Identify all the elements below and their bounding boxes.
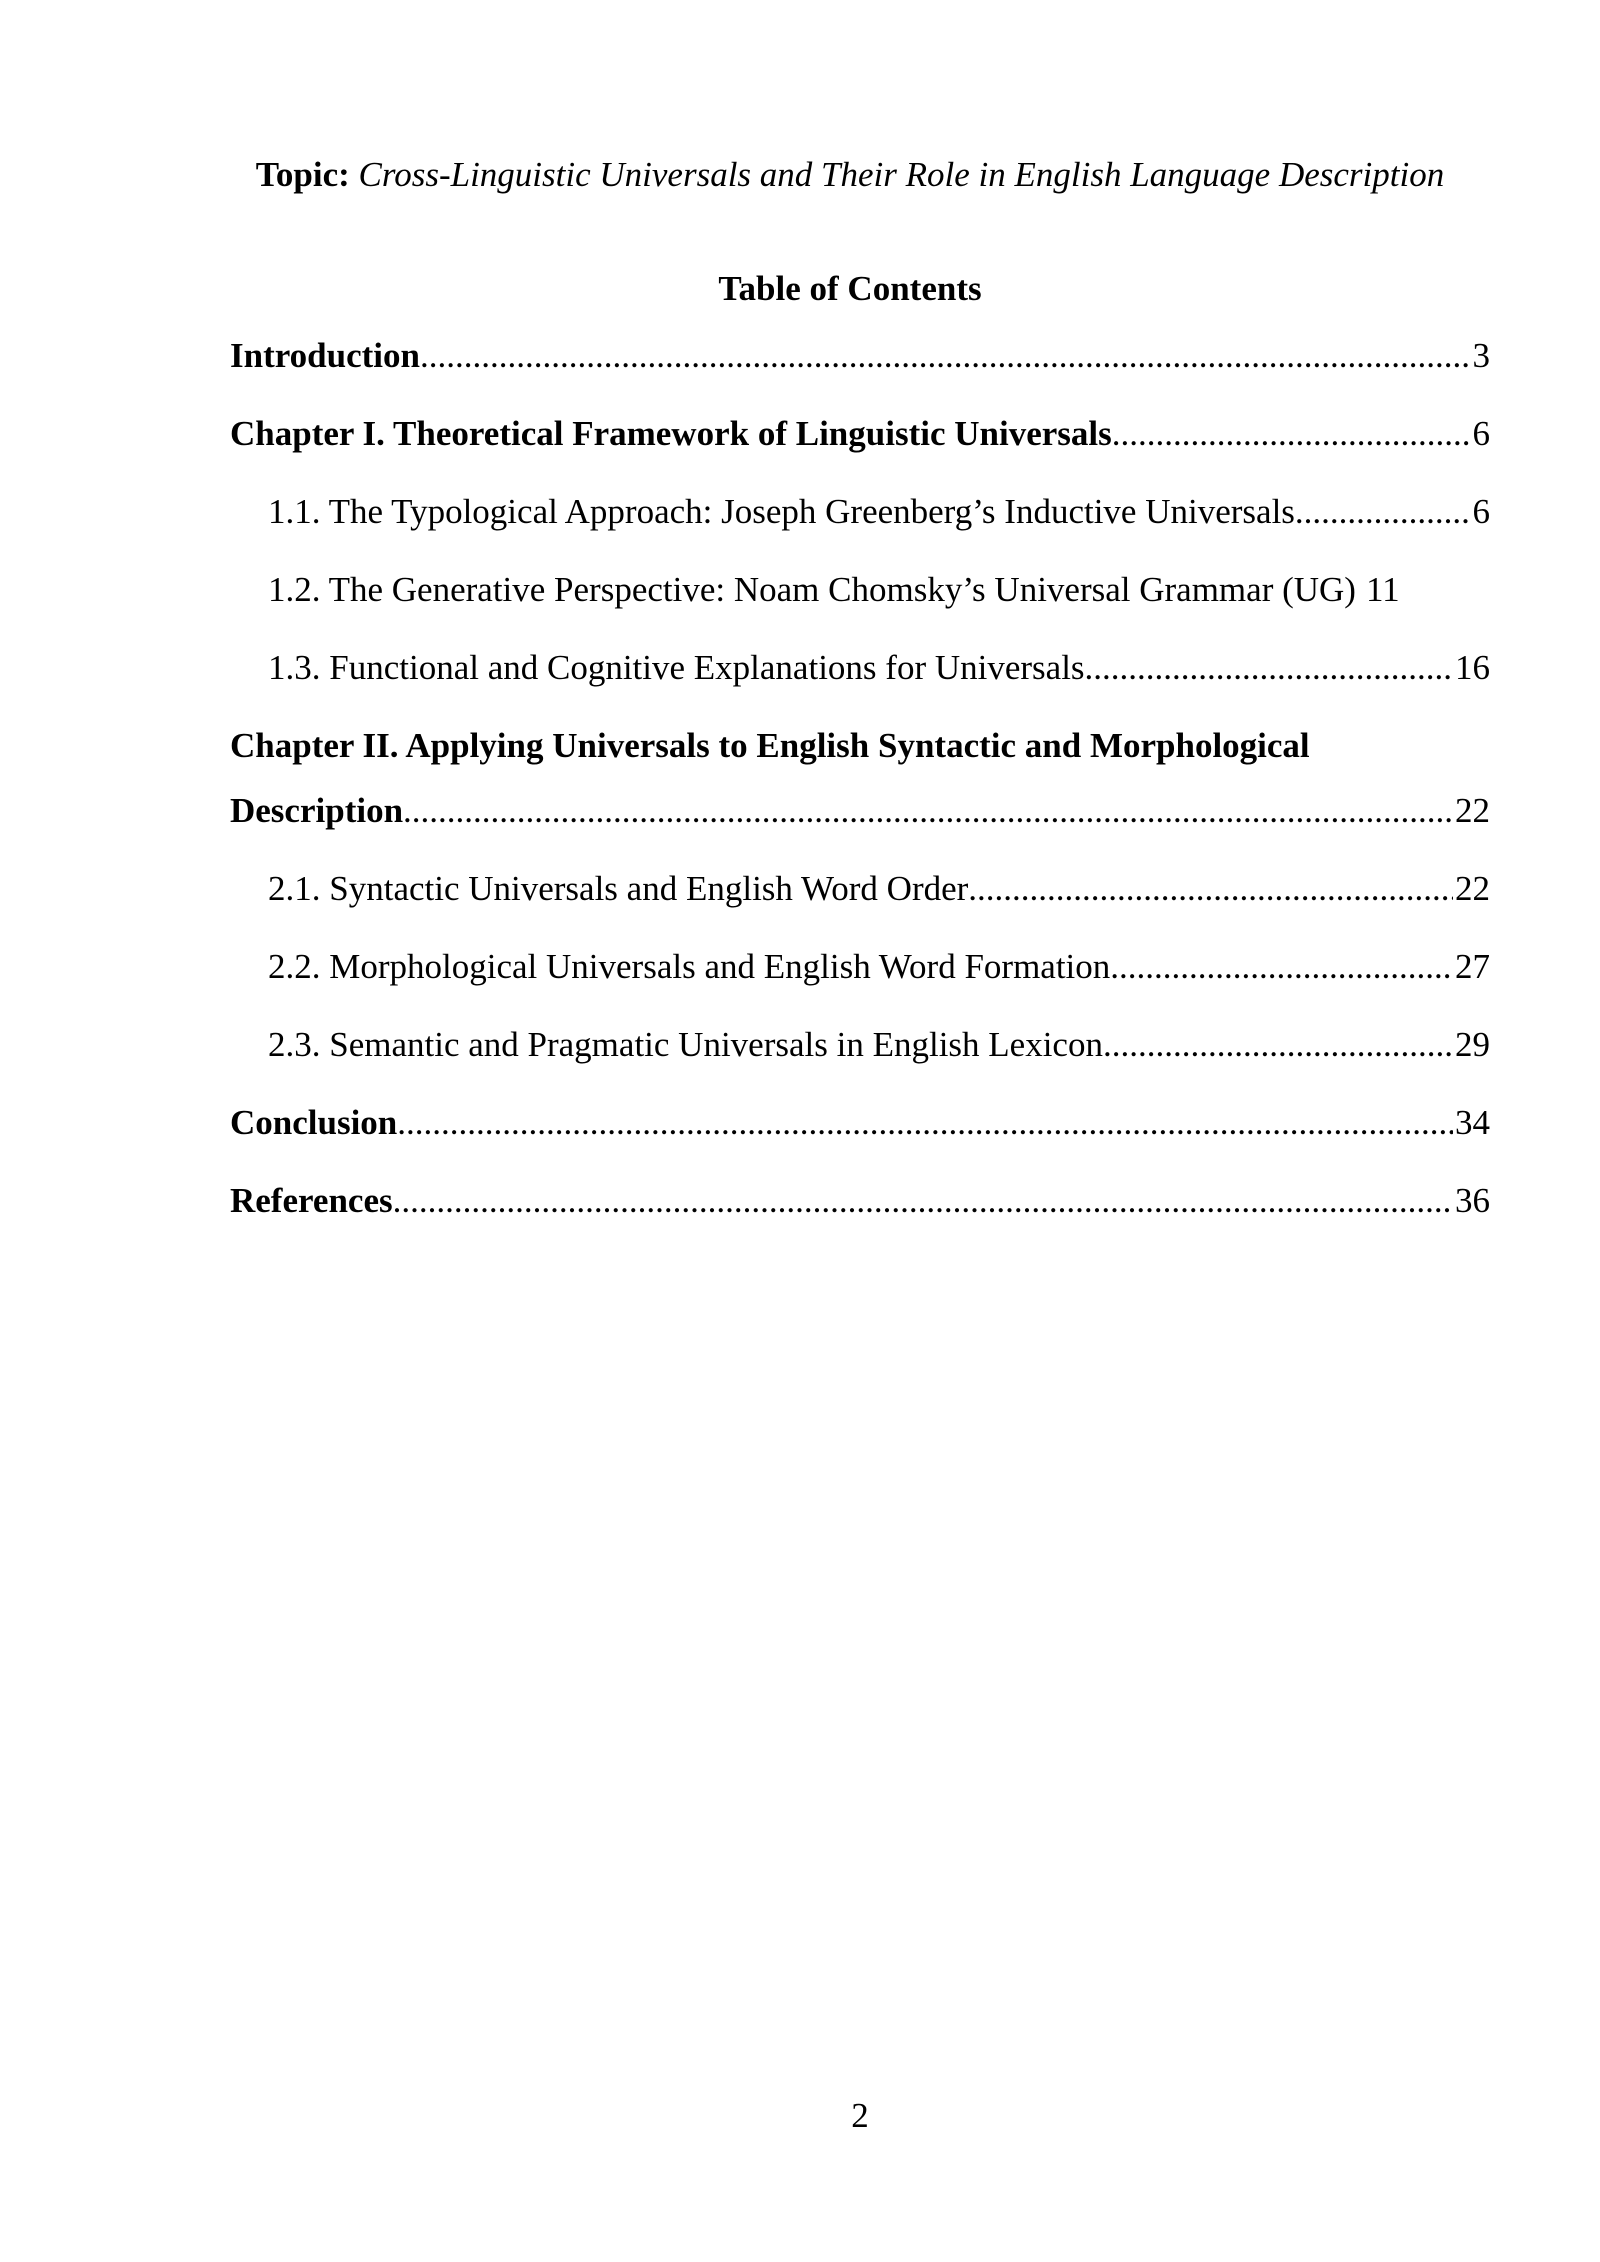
toc-entry-text: References <box>230 1181 393 1220</box>
topic-label: Topic: <box>255 155 350 194</box>
toc-entry-conclusion[interactable] <box>230 1100 1490 1146</box>
toc-entry-page: 27 <box>1455 947 1490 986</box>
toc-entry-chapter-2[interactable] <box>230 788 1490 834</box>
toc-entry-section-2-3[interactable] <box>268 1022 1490 1068</box>
topic-text: Cross-Linguistic Universals and Their Role in English Language Description <box>358 155 1445 194</box>
toc-entry-page: 11 <box>1365 570 1400 609</box>
toc-entry-chapter-1[interactable] <box>230 411 1490 457</box>
toc-entry-text: 1.3. Functional and Cognitive Explanations for Universals <box>268 648 1085 687</box>
toc-entry-text: Chapter I. Theoretical Framework of Linguistic Universals <box>230 414 1112 453</box>
toc-entry-page: 29 <box>1455 1025 1490 1064</box>
toc-entry-text: 2.1. Syntactic Universals and English Word Order <box>268 869 969 908</box>
toc-entry-chapter-2-line1[interactable]: Chapter II. Applying Universals to English Syntactic and Morphological <box>230 726 1310 765</box>
toc-title: Table of Contents <box>718 269 982 308</box>
toc-entry-page: 6 <box>1472 414 1490 453</box>
toc-entry-text: Conclusion <box>230 1103 398 1142</box>
toc-entry-text: 1.2. The Generative Perspective: Noam Chomsky’s Universal Grammar (UG) <box>268 570 1356 609</box>
dot-leader <box>1295 489 1471 535</box>
topic-heading <box>230 152 1470 198</box>
dot-leader <box>397 1100 1453 1146</box>
dot-leader <box>1103 1022 1453 1068</box>
toc-entry-section-2-1[interactable] <box>268 866 1490 912</box>
toc-entry-page: 16 <box>1455 648 1490 687</box>
toc-entry-introduction[interactable] <box>230 333 1490 379</box>
toc-entry-page: 6 <box>1472 492 1490 531</box>
toc-entry-section-2-2[interactable] <box>268 944 1490 990</box>
dot-leader <box>403 788 1453 834</box>
toc-entry-text: Introduction <box>230 336 420 375</box>
toc-entry-page: 22 <box>1455 869 1490 908</box>
dot-leader <box>393 1178 1453 1224</box>
toc-entry-page: 34 <box>1455 1103 1490 1142</box>
dot-leader <box>420 333 1471 379</box>
toc-entry-section-1-3[interactable] <box>268 645 1490 691</box>
toc-entry-page: 36 <box>1455 1181 1490 1220</box>
toc-entry-text: 1.1. The Typological Approach: Joseph Greenberg’s Inductive Universals <box>268 492 1295 531</box>
toc-entry-text: 2.2. Morphological Universals and English Word Formation <box>268 947 1111 986</box>
dot-leader <box>1112 411 1471 457</box>
toc-entry-section-1-1[interactable] <box>268 489 1490 535</box>
toc-entry-section-1-2[interactable] <box>268 567 1490 613</box>
toc-entry-references[interactable] <box>230 1178 1490 1224</box>
dot-leader <box>1110 944 1453 990</box>
dot-leader <box>1085 645 1453 691</box>
dot-leader <box>968 866 1453 912</box>
toc-entry-text: 2.3. Semantic and Pragmatic Universals in English Lexicon <box>268 1025 1103 1064</box>
toc-entry-page: 3 <box>1472 336 1490 375</box>
toc-entry-text: Description <box>230 791 404 830</box>
toc-entry-page: 22 <box>1455 791 1490 830</box>
page-number: 2 <box>851 2096 869 2135</box>
